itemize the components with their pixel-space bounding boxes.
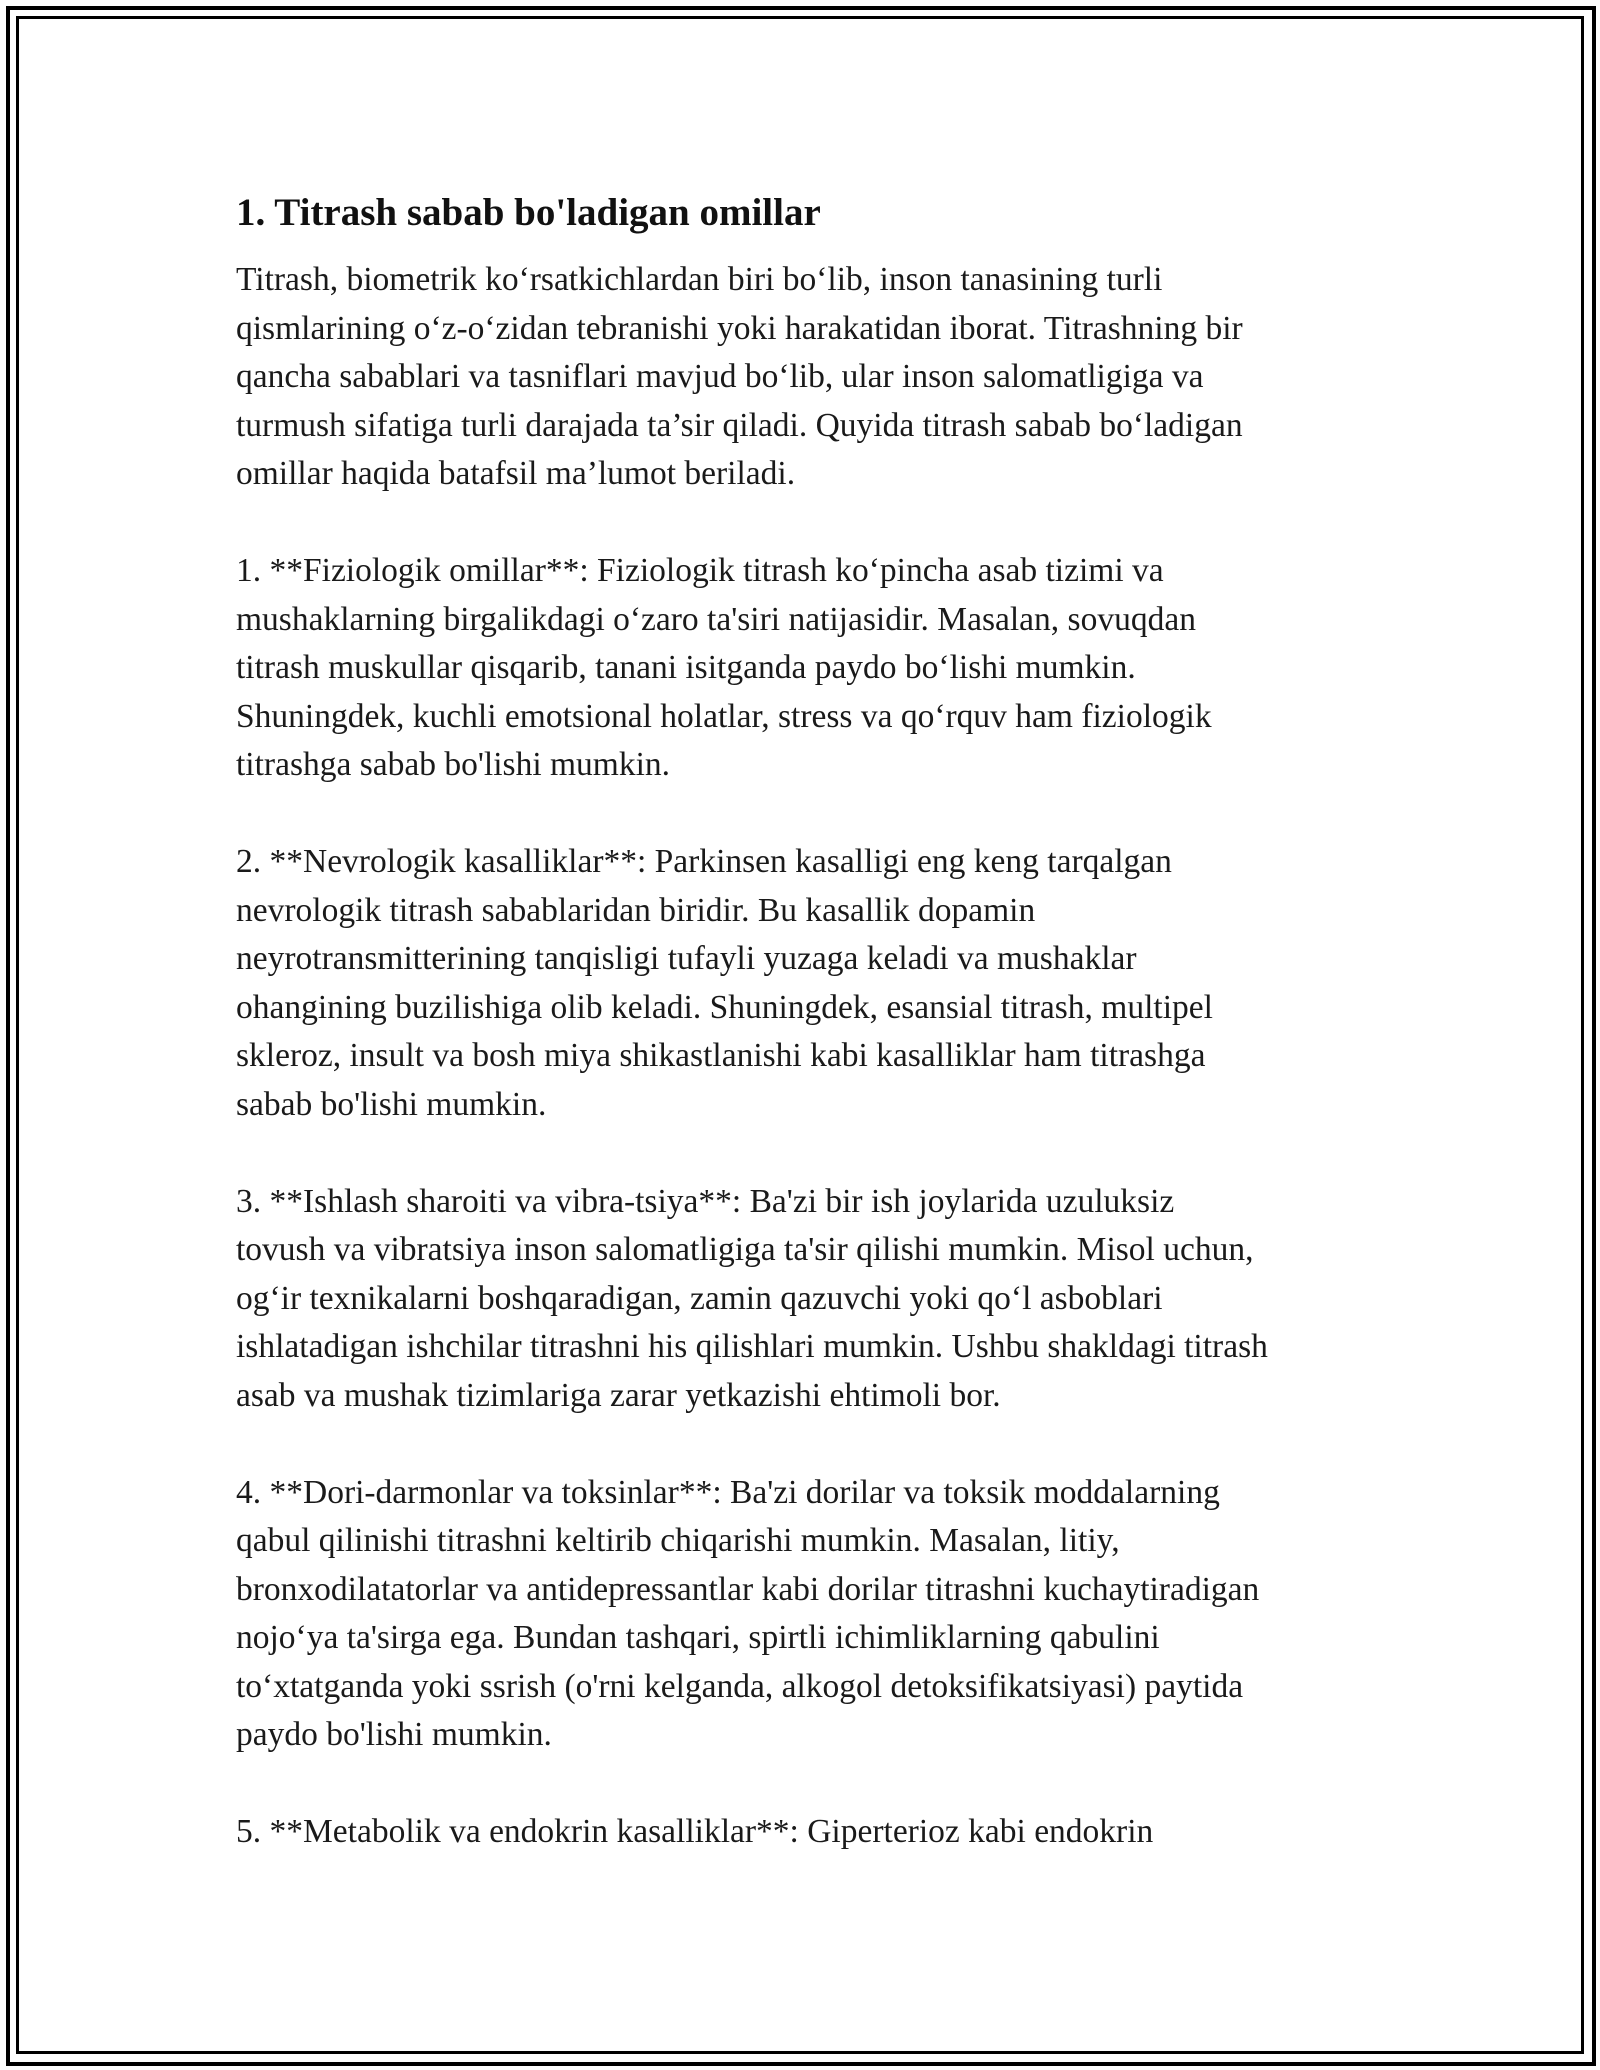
paragraph-line: omillar haqida batafsil ma’lumot beriladi. <box>236 455 796 492</box>
paragraph-line: mushaklarning birgalikdagi o‘zaro ta'siri natijasidir. Masalan, sovuqdan <box>236 600 1196 638</box>
paragraph-line: 4. **Dori-darmonlar va toksinlar**: Ba'zi dorilar va toksik moddalarning <box>236 1473 1220 1511</box>
paragraph-line: paydo bo'lishi mumkin. <box>236 1716 552 1753</box>
paragraph-line: og‘ir texnikalarni boshqaradigan, zamin qazuvchi yoki qo‘l asboblari <box>236 1279 1163 1317</box>
item-metabolic-endocrine-diseases <box>236 1808 1386 1857</box>
paragraph-line: qismlarining o‘z-o‘zidan tebranishi yoki harakatidan iborat. Titrashning bir <box>236 309 1243 347</box>
paragraph-line: Shuningdek, kuchli emotsional holatlar, stress va qo‘rquv ham fiziologik <box>236 697 1212 735</box>
document-title: 1. Titrash sabab bo'ladigan omillar <box>236 191 821 234</box>
paragraph-line: qancha sabablari va tasniflari mavjud bo‘lib, ular inson salomatligiga va <box>236 358 1204 395</box>
paragraph-line: 2. **Nevrologik kasalliklar**: Parkinsen kasalligi eng keng tarqalgan <box>236 843 1172 880</box>
paragraph-line: asab va mushak tizimlariga zarar yetkazishi ehtimoli bor. <box>236 1376 1001 1414</box>
paragraph-line: skleroz, insult va bosh miya shikastlanishi kabi kasalliklar ham titrashga <box>236 1037 1206 1074</box>
paragraph-line: 5. **Metabolik va endokrin kasalliklar**: Giperterioz kabi endokrin <box>236 1813 1154 1850</box>
paragraph-line: neyrotransmitterining tanqisligi tufayli yuzaga keladi va mushaklar <box>236 940 1137 977</box>
paragraph-line: Titrash, biometrik ko‘rsatkichlardan biri bo‘lib, inson tanasining turli <box>236 261 1163 298</box>
paragraph-line: sabab bo'lishi mumkin. <box>236 1085 547 1123</box>
paragraph-line: to‘xtatganda yoki ssrish (o'rni kelganda, alkogol detoksifikatsiyasi) paytida <box>236 1667 1244 1705</box>
paragraph-line: titrashga sabab bo'lishi mumkin. <box>236 746 671 783</box>
document-body <box>236 186 1386 1905</box>
paragraph-line: bronxodilatatorlar va antidepressantlar kabi dorilar titrashni kuchaytiradigan <box>236 1570 1260 1608</box>
paragraph-line: titrash muskullar qisqarib, tanani isitganda paydo bo‘lishi mumkin. <box>236 649 1136 686</box>
paragraph-line: nojo‘ya ta'sirga ega. Bundan tashqari, spirtli ichimliklarning qabulini <box>236 1619 1160 1656</box>
paragraph-line: 1. **Fiziologik omillar**: Fiziologik titrash ko‘pincha asab tizimi va <box>236 552 1164 589</box>
intro-paragraph <box>236 256 1386 499</box>
paragraph-line: turmush sifatiga turli darajada ta’sir qiladi. Quyida titrash sabab bo‘ladigan <box>236 406 1243 444</box>
item-neurological-diseases <box>236 838 1386 1129</box>
item-drugs-and-toxins <box>236 1469 1386 1760</box>
paragraph-line: qabul qilinishi titrashni keltirib chiqarishi mumkin. Masalan, litiy, <box>236 1522 1120 1559</box>
paragraph-line: ishlatadigan ishchilar titrashni his qilishlari mumkin. Ushbu shakldagi titrash <box>236 1328 1268 1365</box>
paragraph-line: ohangining buzilishiga olib keladi. Shuningdek, esansial titrash, multipel <box>236 988 1213 1026</box>
paragraph-line: 3. **Ishlash sharoiti va vibra-tsiya**: Ba'zi bir ish joylarida uzuluksiz <box>236 1182 1175 1220</box>
paragraph-line: tovush va vibratsiya inson salomatligiga ta'sir qilishi mumkin. Misol uchun, <box>236 1231 1254 1268</box>
item-physiological-factors <box>236 547 1386 790</box>
paragraph-line: nevrologik titrash sabablaridan biridir. Bu kasallik dopamin <box>236 891 1036 929</box>
item-working-conditions-vibration <box>236 1178 1386 1421</box>
